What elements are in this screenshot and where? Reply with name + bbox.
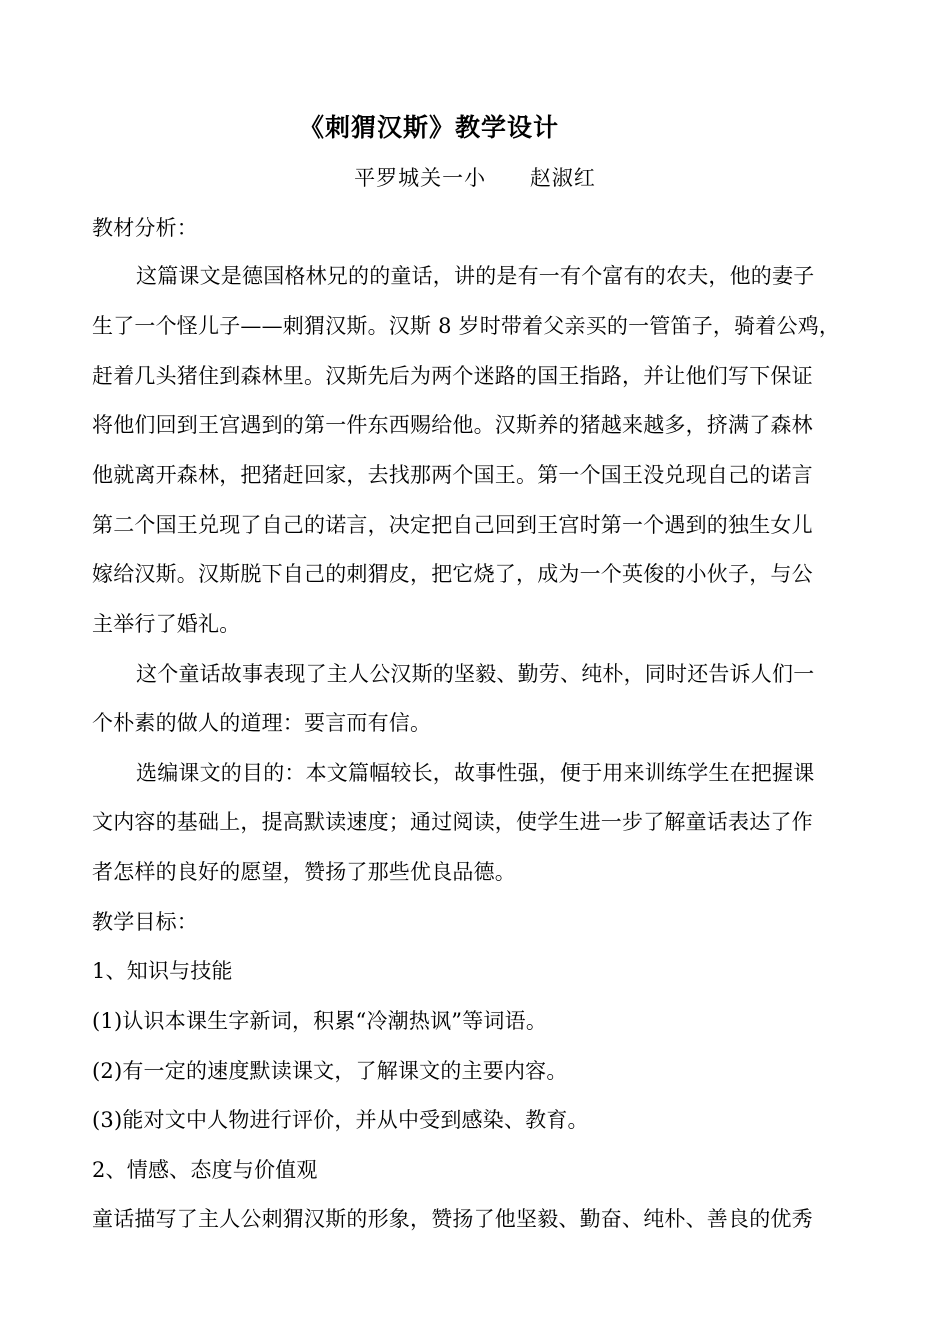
paragraph-line: 赶着几头猪住到森林里。汉斯先后为两个迷路的国王指路，并让他们写下保证 bbox=[92, 364, 813, 388]
section-heading-teaching-goals: 教学目标： bbox=[92, 910, 198, 934]
paragraph-line: 将他们回到王宫遇到的第一件东西赐给他。汉斯养的猪越来越多，挤满了森林 bbox=[92, 413, 813, 437]
author-name: 赵淑红 bbox=[529, 166, 596, 190]
paragraph-line: 这篇课文是德国格林兄的的童话，讲的是有一有个富有的农夫，他的妻子 bbox=[136, 264, 815, 288]
paragraph-line: 选编课文的目的：本文篇幅较长，故事性强，便于用来训练学生在把握课 bbox=[136, 761, 815, 785]
subsection-heading: 1、知识与技能 bbox=[92, 959, 233, 983]
author-line bbox=[0, 162, 950, 192]
list-item: (2)有一定的速度默读课文，了解课文的主要内容。 bbox=[92, 1059, 568, 1083]
paragraph-line: 生了一个怪儿子——刺猬汉斯。汉斯 8 岁时带着父亲买的一管笛子，骑着公鸡， bbox=[92, 314, 841, 338]
paragraph-line: 他就离开森林，把猪赶回家，去找那两个国王。第一个国王没兑现自己的诺言 bbox=[92, 463, 813, 487]
paragraph-line: 者怎样的良好的愿望，赞扬了那些优良品德。 bbox=[92, 860, 516, 884]
document-title bbox=[0, 108, 950, 144]
section-heading-material-analysis: 教材分析： bbox=[92, 216, 198, 240]
paragraph-line: 个朴素的做人的道理：要言而有信。 bbox=[92, 711, 432, 735]
title-text: 《刺猬汉斯》教学设计 bbox=[298, 113, 559, 142]
list-item: (1)认识本课生字新词，积累“冷潮热讽”等词语。 bbox=[92, 1009, 548, 1033]
paragraph-line: 第二个国王兑现了自己的诺言，决定把自己回到王宫时第一个遇到的独生女儿 bbox=[92, 513, 813, 537]
paragraph-line: 嫁给汉斯。汉斯脱下自己的刺猬皮，把它烧了，成为一个英俊的小伙子，与公 bbox=[92, 562, 813, 586]
paragraph-line: 主举行了婚礼。 bbox=[92, 612, 241, 636]
subsection-heading: 2、情感、态度与价值观 bbox=[92, 1158, 318, 1182]
author-school: 平罗城关一小 bbox=[354, 166, 487, 190]
paragraph-line: 童话描写了主人公刺猬汉斯的形象，赞扬了他坚毅、勤奋、纯朴、善良的优秀 bbox=[92, 1207, 813, 1231]
list-item: (3)能对文中人物进行评价，并从中受到感染、教育。 bbox=[92, 1108, 589, 1132]
paragraph-line: 文内容的基础上，提高默读速度；通过阅读，使学生进一步了解童话表达了作 bbox=[92, 810, 813, 834]
paragraph-line: 这个童话故事表现了主人公汉斯的坚毅、勤劳、纯朴，同时还告诉人们一 bbox=[136, 662, 815, 686]
